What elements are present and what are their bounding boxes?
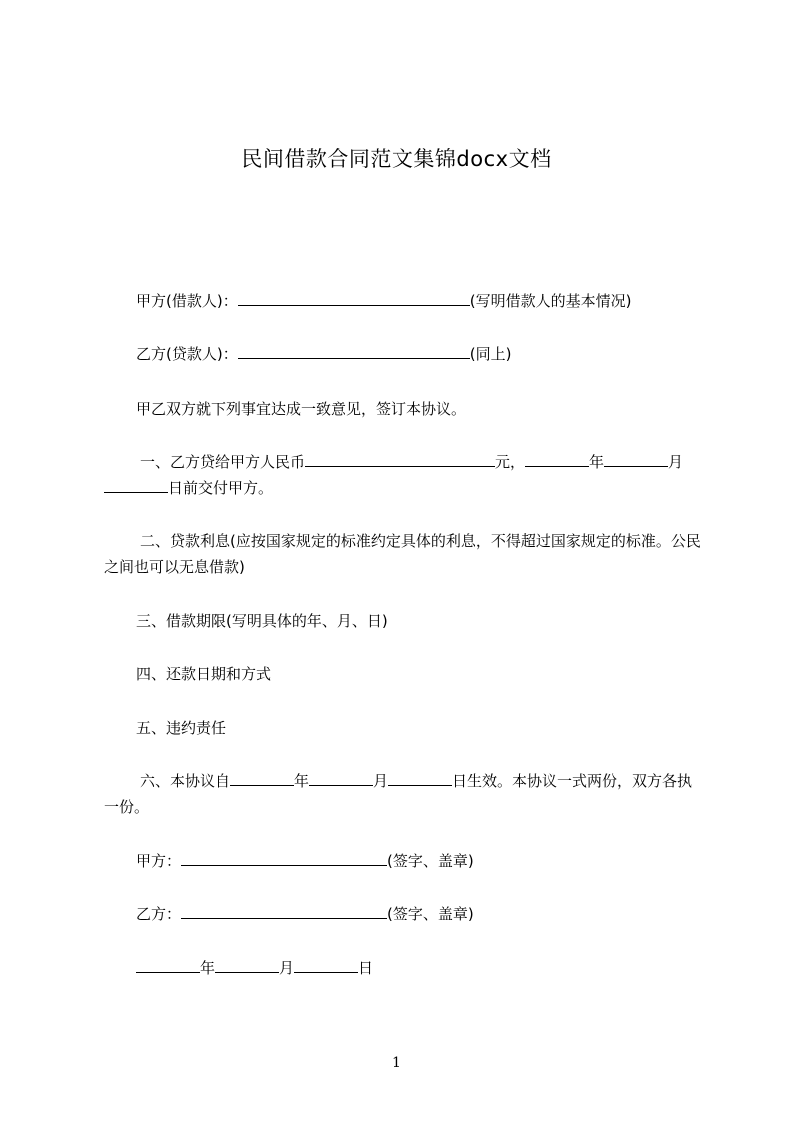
- party-b-blank: [238, 344, 470, 359]
- clause-2-paragraph: 二、贷款利息(应按国家规定的标准约定具体的利息，不得超过国家规定的标准。公民之间也可以无息借款): [104, 532, 701, 576]
- signing-day-blank: [294, 958, 358, 973]
- clause-1-month: 月: [668, 453, 684, 471]
- signature-b-note: (签字、盖章): [387, 905, 474, 923]
- clause-6-year-blank: [230, 771, 294, 786]
- clause-6-suffix: 日生效。本协议一式两份，双方各执一份。: [104, 772, 693, 816]
- clause-1-suffix: 日前交付甲方。: [168, 479, 274, 497]
- signature-b-line: [104, 901, 734, 927]
- signing-day: 日: [358, 959, 374, 977]
- clause-1-month-blank: [604, 452, 668, 467]
- clause-6-paragraph: [104, 768, 702, 820]
- signature-a-note: (签字、盖章): [387, 852, 474, 870]
- signature-b-blank: [181, 904, 387, 919]
- document-title: 民间借款合同范文集锦docx文档: [241, 147, 552, 171]
- clause-1-line-1: [104, 449, 738, 475]
- clause-4-paragraph: 四、还款日期和方式: [136, 665, 272, 683]
- party-a-blank: [238, 291, 470, 306]
- signing-month: 月: [279, 959, 295, 977]
- page-number: 1: [392, 1055, 401, 1071]
- clause-3-paragraph: 三、借款期限(写明具体的年、月、日): [136, 612, 388, 630]
- signing-date-line: [104, 955, 734, 981]
- clause-6-day-blank: [388, 771, 452, 786]
- signature-b-label: 乙方：: [136, 905, 182, 923]
- party-a-line: [104, 288, 734, 314]
- clause-6-month: 月: [373, 772, 389, 790]
- clause-1-prefix: 一、乙方贷给甲方人民币: [140, 453, 306, 471]
- party-b-label: 乙方(贷款人)：: [136, 345, 238, 363]
- party-a-note: (写明借款人的基本情况): [469, 292, 632, 310]
- clause-6-year: 年: [294, 772, 310, 790]
- clause-1-year-blank: [525, 452, 589, 467]
- party-b-note: (同上): [469, 345, 512, 363]
- clause-1-year: 年: [589, 453, 605, 471]
- signature-a-label: 甲方：: [136, 852, 182, 870]
- party-a-label: 甲方(借款人)：: [136, 292, 238, 310]
- signing-month-blank: [215, 958, 279, 973]
- intro-paragraph: 甲乙双方就下列事宜达成一致意见，签订本协议。: [136, 400, 467, 418]
- signing-year-blank: [136, 958, 200, 973]
- signature-a-line: [104, 848, 734, 874]
- loan-amount-blank: [305, 452, 495, 467]
- clause-1-line-2: [104, 475, 702, 501]
- clause-6-prefix: 六、本协议自: [140, 772, 231, 790]
- signature-a-blank: [181, 851, 387, 866]
- clause-1-day-blank: [104, 478, 168, 493]
- clause-6-month-blank: [309, 771, 373, 786]
- party-b-line: [104, 341, 734, 367]
- clause-5-paragraph: 五、违约责任: [136, 719, 227, 737]
- clause-1-yuan: 元，: [495, 453, 526, 471]
- signing-year: 年: [200, 959, 216, 977]
